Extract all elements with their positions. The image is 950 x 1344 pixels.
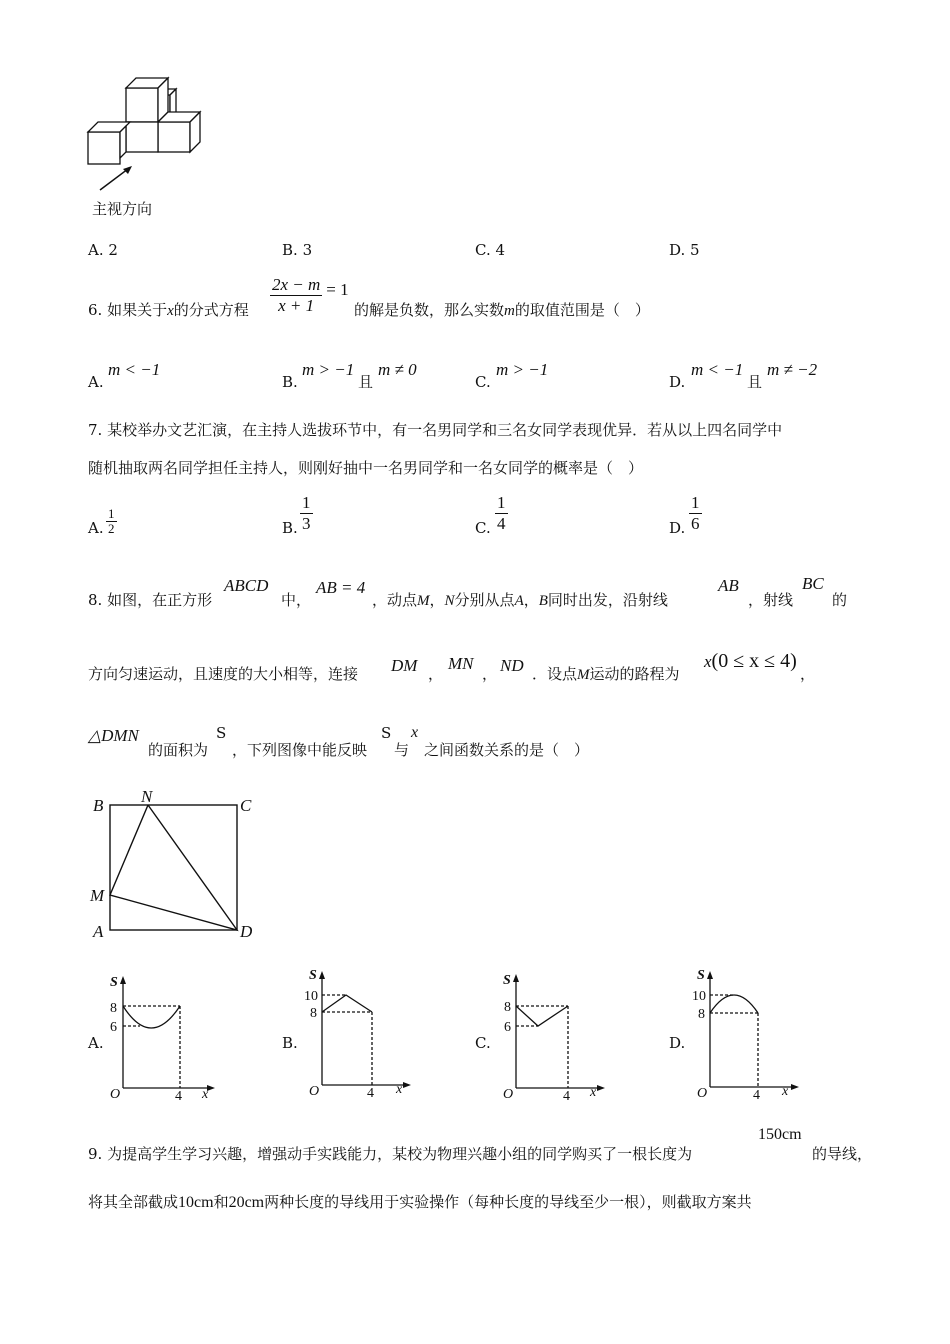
view-direction-caption: 主视方向 — [92, 200, 153, 218]
q6-stem: 6. 如果关于x的分式方程 — [88, 301, 249, 319]
q6-option-a-expr: m < −1 — [108, 360, 161, 379]
q8-graph-c — [498, 968, 608, 1104]
q8-graph-d — [692, 965, 802, 1103]
q6-option-b[interactable]: B. — [282, 373, 298, 391]
q8-ray-bc: BC — [802, 574, 824, 593]
q8-dm: DM — [391, 656, 418, 675]
q8-stem-1f: ，射线 — [748, 591, 794, 609]
svg-text:10: 10 — [692, 989, 706, 1004]
q6-option-d[interactable]: D. — [669, 373, 686, 391]
q7-option-c[interactable]: C. — [475, 519, 491, 537]
q8-option-d[interactable]: D. — [669, 1034, 686, 1052]
q6-option-a[interactable]: A. — [88, 373, 104, 391]
svg-text:8: 8 — [110, 1001, 117, 1016]
q7-stem-line1: 7. 某校举办文艺汇演，在主持人选拔环节中，有一名男同学和三名女同学表现优异．若从以上四名同学中 — [88, 421, 783, 439]
q8-triangle-dmn: △DMN — [88, 726, 139, 745]
q7-stem-line2: 随机抽取两名同学担任主持人，则刚好抽中一名男同学和一名女同学的概率是（ ） — [88, 459, 644, 477]
q7-option-b[interactable]: B. — [282, 519, 298, 537]
q6-option-d-and: 且 — [747, 373, 763, 391]
q5-option-b[interactable]: B. 3 — [282, 241, 313, 259]
q8-stem-1g: 的 — [832, 591, 848, 609]
q8-comma-3: ， — [800, 665, 816, 683]
q7-option-b-frac: 1 3 — [302, 493, 311, 533]
q8-s: S — [216, 724, 227, 742]
q7-option-a[interactable]: A. — [88, 519, 104, 537]
q8-graph-a — [108, 970, 218, 1102]
q6-option-c-expr: m > −1 — [496, 360, 549, 379]
q6-option-d-extra: m ≠ −2 — [767, 360, 818, 379]
q7-option-d-frac: 1 6 — [691, 493, 700, 533]
q8-option-c[interactable]: C. — [475, 1034, 491, 1052]
q8-stem-2b: ．设点M运动的路程为 — [532, 665, 680, 683]
svg-text:10: 10 — [304, 989, 318, 1004]
q8-ray-ab: AB — [718, 576, 739, 595]
q8-stem-1a: 8. 如图，在正方形 — [88, 591, 213, 609]
q8-x-range: x(0 ≤ x ≤ 4) — [704, 650, 797, 672]
label-a: A — [93, 922, 104, 941]
q8-stem-1b: 中， — [281, 591, 312, 609]
q9-stem-1a: 9. 为提高学生学习兴趣，增强动手实践能力，某校为物理兴趣小组的同学购买了一根长度为 — [88, 1145, 693, 1163]
q8-comma-1: ， — [428, 665, 444, 683]
cube-stack-figure — [80, 75, 210, 205]
svg-text:O: O — [697, 1086, 708, 1101]
q8-stem-1c: ，动点M，N分别从点A，B同时出发，沿射线 — [372, 591, 668, 609]
q8-ab-equals-4: AB = 4 — [316, 578, 366, 597]
svg-text:O: O — [309, 1084, 320, 1099]
q8-s2: S — [381, 724, 392, 742]
q8-square-figure — [85, 785, 265, 945]
q8-stem-3a: 的面积为 — [148, 741, 209, 759]
svg-text:S: S — [503, 973, 511, 988]
svg-text:O: O — [110, 1087, 121, 1102]
svg-text:4: 4 — [367, 1086, 374, 1101]
q6-stem-tail: 的解是负数，那么实数m的取值范围是（ ） — [354, 301, 650, 319]
q6-option-b-expr: m > −1 — [302, 360, 355, 379]
q8-x: x — [411, 724, 419, 741]
q6-option-c[interactable]: C. — [475, 373, 491, 391]
q9-length-150: 150cm — [758, 1126, 802, 1143]
svg-text:4: 4 — [175, 1089, 182, 1104]
q7-option-c-frac: 1 4 — [497, 493, 506, 533]
q8-comma-2: ， — [482, 665, 498, 683]
q5-option-c[interactable]: C. 4 — [475, 241, 506, 259]
svg-text:8: 8 — [310, 1006, 317, 1021]
q8-mn: MN — [448, 654, 474, 673]
label-n: N — [141, 787, 153, 806]
q8-stem-3c: 与 — [394, 741, 410, 759]
svg-text:x: x — [202, 1087, 209, 1102]
svg-text:x: x — [396, 1082, 403, 1097]
label-d: D — [240, 922, 253, 941]
svg-text:S: S — [697, 968, 705, 983]
q7-option-d[interactable]: D. — [669, 519, 686, 537]
q6-equation: $\frac{2x - m}{x + 1}$ = 1 — [272, 275, 349, 315]
q9-stem-2: 将其全部截成10cm和20cm两种长度的导线用于实验操作（每种长度的导线至少一根），则截取方案共 — [88, 1193, 752, 1211]
svg-text:4: 4 — [563, 1089, 570, 1104]
q5-option-d[interactable]: D. 5 — [669, 241, 700, 259]
q8-stem-3d: 之间函数关系的是（ ） — [424, 741, 590, 759]
q6-option-b-and: 且 — [358, 373, 374, 391]
q8-graph-b — [304, 965, 414, 1101]
svg-text:4: 4 — [753, 1088, 760, 1103]
q8-nd: ND — [500, 656, 524, 675]
svg-text:x: x — [590, 1085, 597, 1100]
label-b: B — [93, 796, 104, 815]
svg-text:6: 6 — [504, 1020, 511, 1035]
svg-text:S: S — [110, 975, 118, 990]
svg-text:S: S — [309, 968, 317, 983]
q6-option-b-extra: m ≠ 0 — [378, 360, 417, 379]
label-m: M — [90, 886, 105, 905]
label-c: C — [240, 796, 252, 815]
q8-option-b[interactable]: B. — [282, 1034, 298, 1052]
q9-stem-1b: 的导线， — [812, 1145, 873, 1163]
q8-stem-3b: ，下列图像中能反映 — [232, 741, 368, 759]
q8-abcd: ABCD — [224, 576, 269, 595]
svg-text:O: O — [503, 1087, 514, 1102]
svg-text:8: 8 — [504, 1000, 511, 1015]
q8-option-a[interactable]: A. — [88, 1034, 104, 1052]
q8-stem-2a: 方向匀速运动，且速度的大小相等，连接 — [88, 665, 359, 683]
q6-option-d-expr: m < −1 — [691, 360, 744, 379]
svg-text:x: x — [782, 1084, 789, 1099]
q7-option-a-frac: 1 2 — [108, 506, 115, 536]
svg-text:8: 8 — [698, 1007, 705, 1022]
q5-option-a[interactable]: A. 2 — [88, 241, 118, 259]
svg-text:6: 6 — [110, 1020, 117, 1035]
